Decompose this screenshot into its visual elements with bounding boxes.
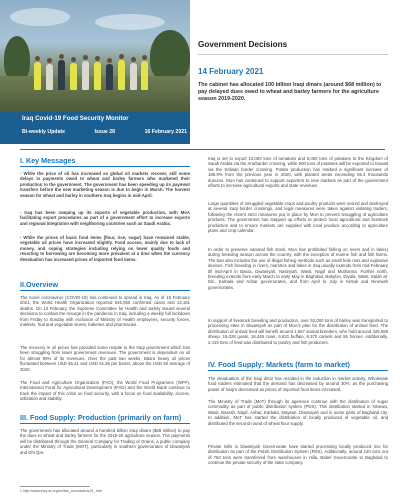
markets-paragraph-3: Private mills in Diwaniyah Governorate have started processing locally produced rice for distribution as part of the Public Distribution System (PDS). Additionally, around 120 tons out of 750 tons were transferred from warehouses in Hilla, Babel Governorate to Baghdad to continue the private security of the state company. (208, 444, 388, 466)
overview-paragraph-3: The Food and Agriculture Organization (FAO), the World Food Programme (WFP), International Fund for Agricultural Development (IFAD) and the World Bank continue to track the impact of this crisis on food security, with a focus on food availability, access, utilization and stability. (20, 380, 190, 402)
overview-paragraph-1: The novel coronavirus (COVID-19) has continued to spread in Iraq. As of 15 February 2021, the World Health Organization reported 646,050 confirmed cases and 13,181 deaths. On 13 February, the Supreme Committee for Health and Safety issued several decisions to contain the resurge in the pandemic in Iraq, including a weekly full lockdown from Friday to Sunday with exclusion of Ministry of Health employees, security forces, markets, fruit and vegetable stores, bakeries and pharmacies. (20, 295, 190, 328)
markets-paragraph-1: The devaluation of the Iraqi dinar has resulted in the reduction in market activity. Wholesale food traders estimated that the demand has decreased by around 30%, as the purchasing power of Iraqi's decreased as prices of imported food items increased. (208, 376, 388, 392)
report-frequency: Bi-weekly Update (22, 129, 65, 135)
key-message-1: - While the price of oil has increased as global oil markets recover, still some delays in payments owed to wheat and barley farmers who marketed their production to the government. The government has been speeding up its payment transfers before the new marketing season is due to begin in March. The harvest season for wheat and barley in southern Iraq begins in mid-April. (20, 171, 190, 198)
gov-decision-text: The cabinet has allocated 100 billion Iraqi dinars (around $68 million) to pay delayed dues owed to wheat and barley farmers for the agriculture season 2019-2020. (198, 82, 382, 103)
report-meta (22, 129, 187, 135)
gov-decisions-heading: Government Decisions (198, 40, 288, 49)
section-rule (208, 370, 388, 371)
report-date: 16 February 2021 (144, 129, 187, 135)
section-rule (20, 423, 190, 424)
page-divider (20, 149, 385, 150)
section-overview-heading: II.Overview (20, 280, 58, 289)
report-title: Iraq Covid-19 Food Security Monitor (22, 115, 129, 122)
export-paragraph: Iraq is set to export 10,000 tons of tomatoes and 5,000 tons of potatoes to the Kingdom of Saudi Arabia via the Ararbarder crossing, while 500 tons of potatoes will be exported to Kuwait via the Safwan border crossing. Potato production has marked a significant increase of 186.9% from the previous year in 2020, with planted areas exceeding 55.4 thousands dunums. MoA has continued to support exporters to new markets as part of the government efforts to increase agricultural exports and state revenues. (208, 156, 388, 189)
government-decisions-panel (198, 40, 388, 104)
section-food-production-heading: III. Food Supply: Production (primarily on farm) (20, 413, 182, 422)
livestock-paragraph: In support of livestock breeding and production, over 52,000 tons of barley was transported to processing sites in Diwaniyah as part of MoA's plan for the distribution of animal feed. The distribution of animal feed will benefit around 1,657 animal breeders, who hold around 425,688 sheep, 19,028 goats, 18,446 cows, 6,621 buffalo, 8,370 camels and 55 horses. Additionally, 2,419 tons of feed was distributed to poultry and fish producers. (208, 318, 388, 345)
footnote-rule (20, 486, 90, 487)
report-banner (0, 112, 190, 144)
section-rule (20, 166, 190, 167)
overview-paragraph-2: The recovery in oil prices has provided some respite to the Iraqi government which has been struggling from lower government revenues. The government is dependent on oil for almost 90% of its revenues. Over the past two weeks, Basra heavy oil prices fluctuated between USD 55.31 and USD 61.26 per barrel, above the USD 50 average of 2020. (20, 345, 190, 372)
cover-photo (0, 0, 190, 112)
fishing-paragraph: In order to preserve national fish stock, MoA has prohibited fishing on rivers and in lakes) during breeding season across the country, with the exception of marine fish and fish farms. The ban also includes the use of illegal fishing methods such as small hole nets and explosive devices. Fish breeding in rivers, marshes and lakes in Iraq usually extends from mid-February till mid-April in Basra, Diwaniyah, Nasiriyah, Wasit, Najaf and Muthanna. Further north, breeding extends from early March to early May in Baghdad, Babylon, Diyala, Wasit, Salah al-Din, Karbala and Anbar governorates, and from April to July in Kirkuk and Ninewah governorates. (208, 247, 388, 290)
gov-decision-date: 14 February 2021 (198, 67, 264, 76)
report-issue: Issue 28 (94, 129, 116, 135)
section-rule (20, 290, 190, 291)
markets-paragraph-2: The Ministry of Trade (MoT) through its agencies continue with the distribution of sugar commodity as part of public distribution system (PDS). This distribution started in Ninewa, Wasit, Basrah, Najaf, Anbar, Karbala, Maysan, Diwaniyah and in some parts of Baghdad city. In addition, MoT has started the distribution of locally produced of vegetable oil, and distributed the second round of wheat flour supply. (208, 399, 388, 426)
key-message-2: - Iraq has been ramping up its exports of vegetable production, with MoA facilitating export procedures as part of a government effort to increase exports and regional integration with neighboring countries such as Saudi Arabia. (20, 210, 190, 226)
footnote: 1 http://www.iraq.un.org/en/fao_coronavirus19_.htm (20, 489, 103, 493)
section-markets-heading: IV. Food Supply: Markets (farm to market) (208, 360, 350, 369)
gov-divider (198, 54, 388, 55)
smuggling-paragraph: Large quantities of smuggled vegetable crops and poultry products were seized and destroyed at several Iraqi border crossings, and legal measures were taken against violating traders, following the recent strict measures put in place by MoA to prevent smuggling of agriculture products. The government has stepped up efforts to protect local agricultural and livestock production and to ensure markets are supplied with local produce according to agriculture plans and crop calendar. (208, 201, 388, 234)
section-key-messages-heading: I. Key Messages (20, 156, 76, 165)
food-production-paragraph-1: The government has allocated around a hundred billion Iraqi dinars ($68 million) to pay the dues to wheat and barley farmers for the 2019-20 agriculture season. The payments will be distributed through the General Company for Trading of Grains, a public company under the Ministry of Trade (MOT), particularly in southern governorates of Diwaniyah and Dhi Qar. (20, 428, 190, 455)
key-message-3: - While the prices of basic food items (flour, rice, sugar) have remained stable, vegetable oil prices have increased slightly. Food access, mainly due to lack of money, and coping strategies including relying on lower quality foods and resorting to borrowing are becoming more prevalent at a time when the currency devaluation has increased prices of imported food items. (20, 235, 190, 262)
